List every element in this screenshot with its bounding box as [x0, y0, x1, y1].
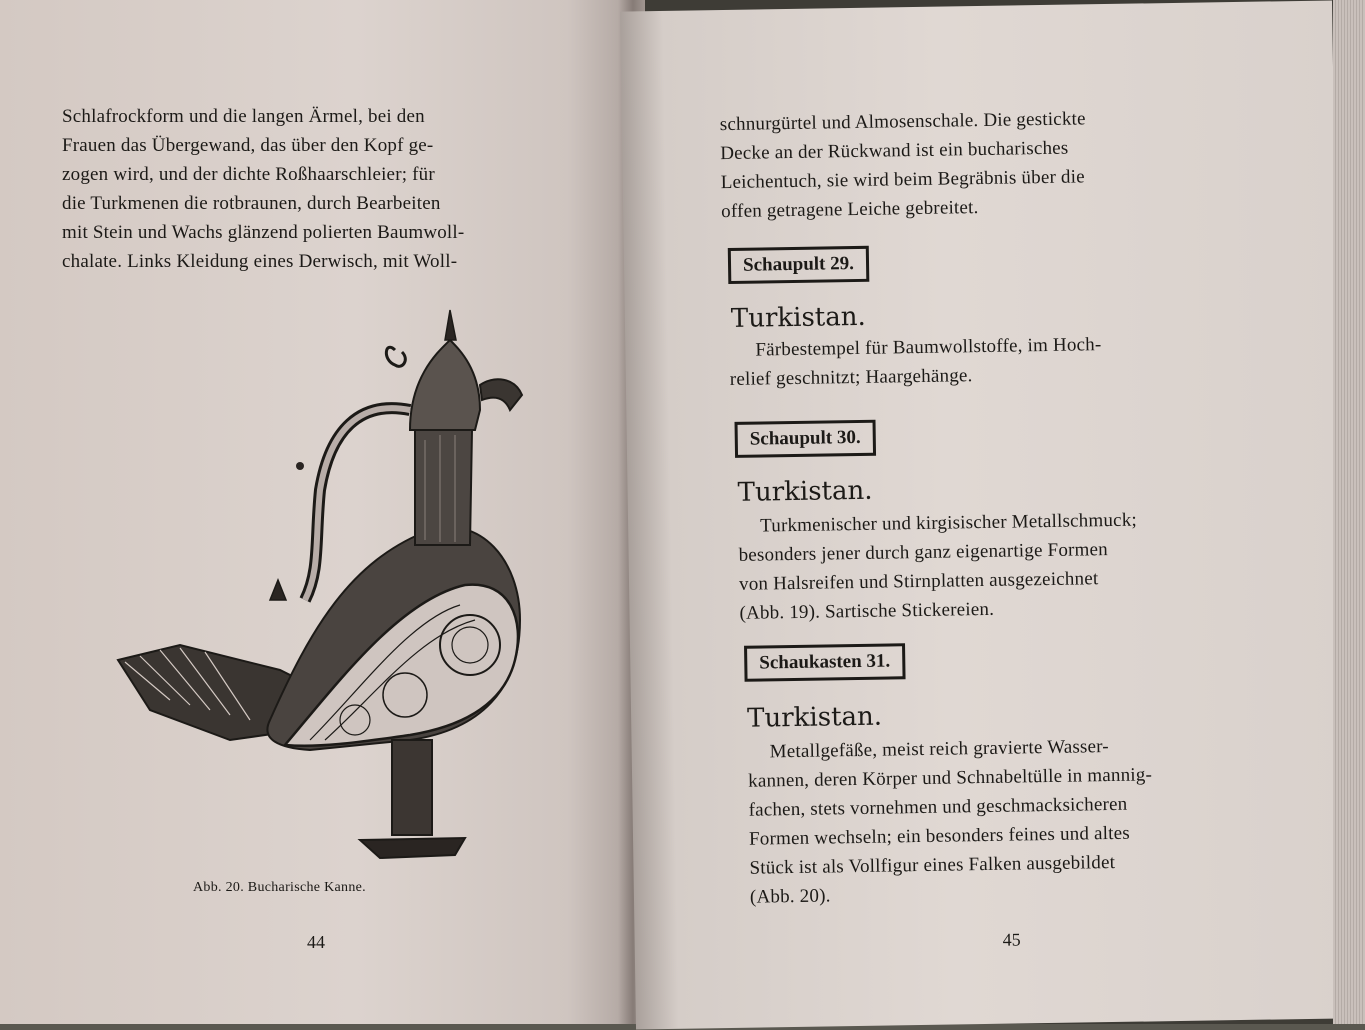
- section-country-30: Turkistan.: [737, 475, 873, 508]
- page-edges: [1333, 0, 1365, 1024]
- right-page: [620, 0, 1348, 1029]
- text-line: offen getragene Leiche gebreitet.: [721, 197, 979, 223]
- text-line: (Abb. 20).: [749, 885, 831, 908]
- section-heading-31: Schaukasten 31.: [744, 643, 905, 682]
- section-country-29: Turkistan.: [730, 301, 866, 334]
- section-text-31: [747, 730, 1242, 912]
- left-page: [0, 0, 645, 1024]
- section-text-30: [738, 504, 1230, 628]
- text-line: Färbestempel für Baumwollstoffe, im Hoch-: [755, 334, 1102, 361]
- section-text-29: [729, 328, 1220, 394]
- text-line: (Abb. 19). Sartische Stickereien.: [739, 598, 995, 624]
- text-line: besonders jener durch ganz eigenartige Formen: [738, 539, 1109, 566]
- text-line: Decke an der Rückwand ist ein bucharisches: [720, 137, 1069, 165]
- text-line: Leichentuch, sie wird beim Begräbnis über die: [720, 166, 1085, 194]
- text-line: Stück ist als Vollfigur eines Falken ausgebildet: [749, 851, 1116, 879]
- falcon-ewer-illustration: [110, 300, 540, 870]
- section-country-31: Turkistan.: [746, 701, 883, 734]
- text-line: fachen, stets vornehmen und geschmacksicheren: [748, 793, 1128, 821]
- text-line: Metallgefäße, meist reich gravierte Wasser-: [769, 736, 1110, 763]
- left-page-text: [62, 102, 557, 276]
- section-heading-29: Schaupult 29.: [728, 246, 869, 284]
- text-line: kannen, deren Körper und Schnabeltülle in mannig-: [747, 764, 1153, 792]
- page-number-left: 44: [307, 932, 325, 952]
- text-line: chalate. Links Kleidung eines Derwisch, mit Woll-: [62, 251, 458, 272]
- text-line: zogen wird, und der dichte Roßhaarschleier; für: [62, 164, 435, 185]
- text-line: Turkmenischer und kirgisischer Metallschmuck;: [759, 509, 1138, 537]
- text-line: Schlafrockform und die langen Ärmel, bei den: [62, 106, 425, 127]
- text-line: schnurgürtel und Almosenschale. Die gestickte: [719, 108, 1086, 136]
- text-line: mit Stein und Wachs glänzend polierten Baumwoll-: [62, 222, 465, 243]
- figure-caption: Abb. 20. Bucharische Kanne.: [193, 880, 366, 895]
- text-line: Formen wechseln; ein besonders feines und altes: [748, 822, 1131, 850]
- page-number-right: 45: [1002, 929, 1021, 950]
- text-line: die Turkmenen die rotbraunen, durch Bearbeiten: [62, 193, 441, 214]
- section-heading-30: Schaupult 30.: [735, 420, 876, 458]
- text-line: von Halsreifen und Stirnplatten ausgezeichnet: [738, 568, 1099, 595]
- text-line: relief geschnitzt; Haargehänge.: [729, 365, 973, 390]
- right-intro-text: [720, 102, 1212, 226]
- text-line: Frauen das Übergewand, das über den Kopf ge-: [62, 135, 434, 156]
